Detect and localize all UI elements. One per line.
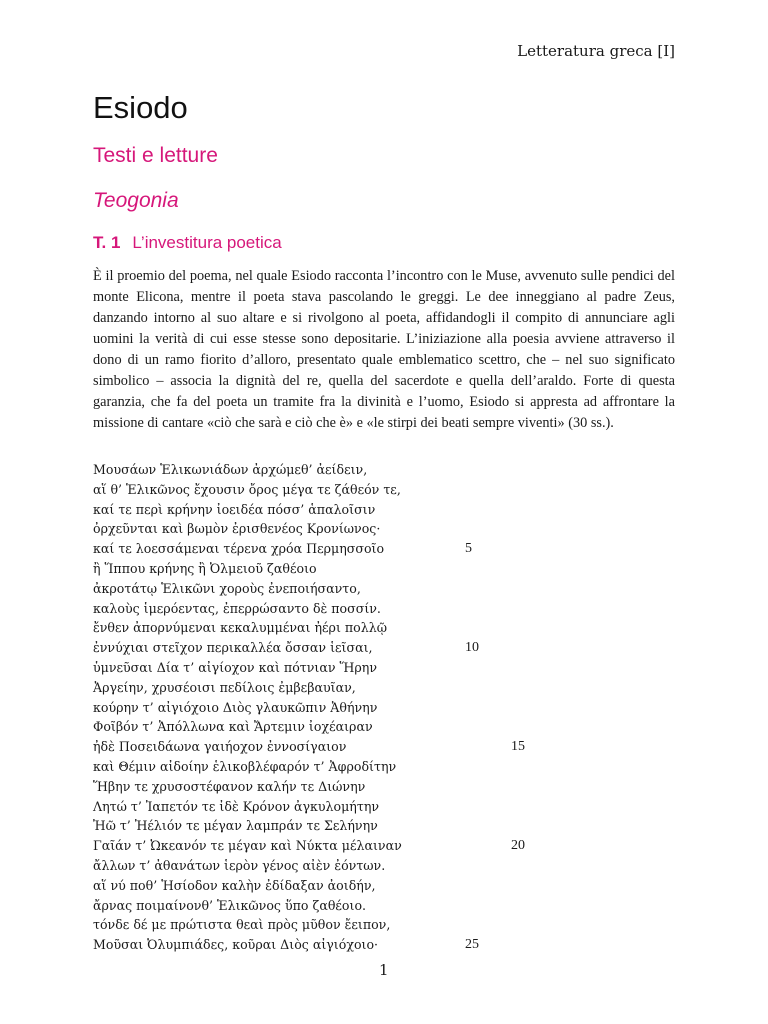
verse-line: [93, 856, 593, 876]
verse-text: ἐννύχιαι στεῖχον περικαλλέα ὄσσαν ἱεῖσαι,: [93, 640, 373, 656]
verse-text: Ἠῶ τ’ Ἠέλιόν τε μέγαν λαμπράν τε Σελήνην: [93, 818, 378, 834]
verse-line: [93, 698, 593, 718]
verse-text: Γαῖάν τ’ Ὠκεανόν τε μέγαν καὶ Νύκτα μέλαιναν: [93, 838, 402, 854]
verse-text: ἔνθεν ἀπορνύμεναι κεκαλυμμέναι ἠέρι πολλῷ: [93, 620, 387, 636]
verse-text: ὀρχεῦνται καὶ βωμὸν ἐρισθενέος Κρονίωνος·: [93, 521, 381, 537]
verse-text: ἠδὲ Ποσειδάωνα γαιήοχον ἐννοσίγαιον: [93, 739, 347, 755]
verse-line: [93, 579, 593, 599]
greek-verses: [93, 460, 593, 955]
verse-line: [93, 519, 593, 539]
verse-line: [93, 836, 593, 856]
section-title: Testi e letture: [93, 144, 218, 167]
verse-line: [93, 480, 593, 500]
verse-text: καλοὺς ἱμερόεντας, ἐπερρώσαντο δὲ ποσσίν.: [93, 600, 381, 616]
verse-line: [93, 460, 593, 480]
verse-line: [93, 658, 593, 678]
verse-text: Ἀργείην, χρυσέοισι πεδίλοις ἐμβεβαυῖαν,: [93, 679, 356, 695]
verse-line: [93, 896, 593, 916]
verse-line: [93, 915, 593, 935]
verse-line: [93, 935, 593, 955]
text-heading: [93, 233, 282, 253]
verse-line: [93, 777, 593, 797]
verse-number: 5: [465, 541, 472, 557]
verse-number: 20: [511, 838, 525, 854]
verse-line: [93, 797, 593, 817]
verse-text: ἢ Ἵππου κρήνης ἢ Ὀλμειοῦ ζαθέοιο: [93, 560, 317, 576]
verse-text: καί τε λοεσσάμεναι τέρενα χρόα Περμησσοῖο: [93, 541, 385, 557]
verse-text: καί τε περὶ κρήνην ἰοειδέα πόσσ’ ἁπαλοῖσιν: [93, 501, 376, 517]
verse-line: [93, 717, 593, 737]
verse-text: αἵ νύ ποθ’ Ἡσίοδον καλὴν ἐδίδαξαν ἀοιδήν,: [93, 877, 376, 893]
verse-line: [93, 816, 593, 836]
verse-text: ἀκροτάτῳ Ἑλικῶνι χοροὺς ἐνεποιήσαντο,: [93, 580, 361, 596]
verse-text: ἄλλων τ’ ἀθανάτων ἱερὸν γένος αἰὲν ἐόντων.: [93, 857, 386, 873]
text-title: L’investitura poetica: [132, 233, 282, 252]
verse-text: Μουσάων Ἑλικωνιάδων ἀρχώμεθ’ ἀείδειν,: [93, 462, 368, 477]
verse-number: 10: [465, 640, 479, 656]
verse-line: [93, 599, 593, 619]
verse-number: 25: [465, 937, 479, 953]
verse-text: τόνδε δέ με πρώτιστα θεαὶ πρὸς μῦθον ἔειπον,: [93, 917, 391, 933]
verse-text: Ἥβην τε χρυσοστέφανον καλήν τε Διώνην: [93, 778, 366, 794]
verse-line: [93, 559, 593, 579]
page-number: 1: [379, 961, 389, 979]
verse-text: ὑμνεῦσαι Δία τ’ αἰγίοχον καὶ πότνιαν Ἥρην: [93, 659, 377, 675]
verse-line: [93, 737, 593, 757]
verse-text: κούρην τ’ αἰγιόχοιο Διὸς γλαυκῶπιν Ἀθήνην: [93, 699, 378, 715]
chapter-title: Esiodo: [93, 90, 188, 125]
verse-line: [93, 500, 593, 520]
verse-text: Λητώ τ’ Ἰαπετόν τε ἰδὲ Κρόνον ἀγκυλομήτην: [93, 798, 380, 814]
verse-line: [93, 539, 593, 559]
verse-text: αἵ θ’ Ἑλικῶνος ἔχουσιν ὄρος μέγα τε ζάθεόν τε,: [93, 481, 401, 497]
verse-text: Μοῦσαι Ὀλυμπιάδες, κοῦραι Διὸς αἰγιόχοιο·: [93, 937, 379, 953]
running-head: Letteratura greca [I]: [517, 42, 675, 60]
work-title: Teogonia: [93, 189, 179, 212]
verse-line: [93, 618, 593, 638]
verse-text: ἄρνας ποιμαίνονθ’ Ἑλικῶνος ὕπο ζαθέοιο.: [93, 897, 367, 913]
verse-line: [93, 638, 593, 658]
verse-number: 15: [511, 739, 525, 755]
intro-paragraph: È il proemio del poema, nel quale Esiodo racconta l’incontro con le Muse, avvenuto sulle pendici del monte Elicona, mentre il poeta stava pascolando le greggi. Le dee inneggiano al padre Zeus, danzando intorno al suo altare e si rivolgono al poeta, affidandogli il compito di annunciare agli uomini la verità di cui esse stesse sono depositarie. L’iniziazione alla poesia avviene attraverso il dono di un ramo fiorito d’alloro, presentato quale emblematico scettro, che – nel suo significato simbolico – associa la dignità del re, quella del sacerdote e quella dell’araldo. Forte di questa garanzia, che fa del poeta un tramite fra la divinità e l’uomo, Esiodo si appresta ad affrontare la missione di cantare «ciò che sarà e ciò che è» e «le stirpi dei beati sempre viventi» (30 ss.).: [93, 268, 675, 431]
verse-line: [93, 876, 593, 896]
text-number: T. 1: [93, 233, 121, 252]
verse-text: Φοῖβόν τ’ Ἀπόλλωνα καὶ Ἄρτεμιν ἰοχέαιραν: [93, 719, 373, 735]
verse-line: [93, 757, 593, 777]
verse-text: καὶ Θέμιν αἰδοίην ἑλικοβλέφαρόν τ’ Ἀφροδίτην: [93, 758, 397, 774]
verse-line: [93, 678, 593, 698]
